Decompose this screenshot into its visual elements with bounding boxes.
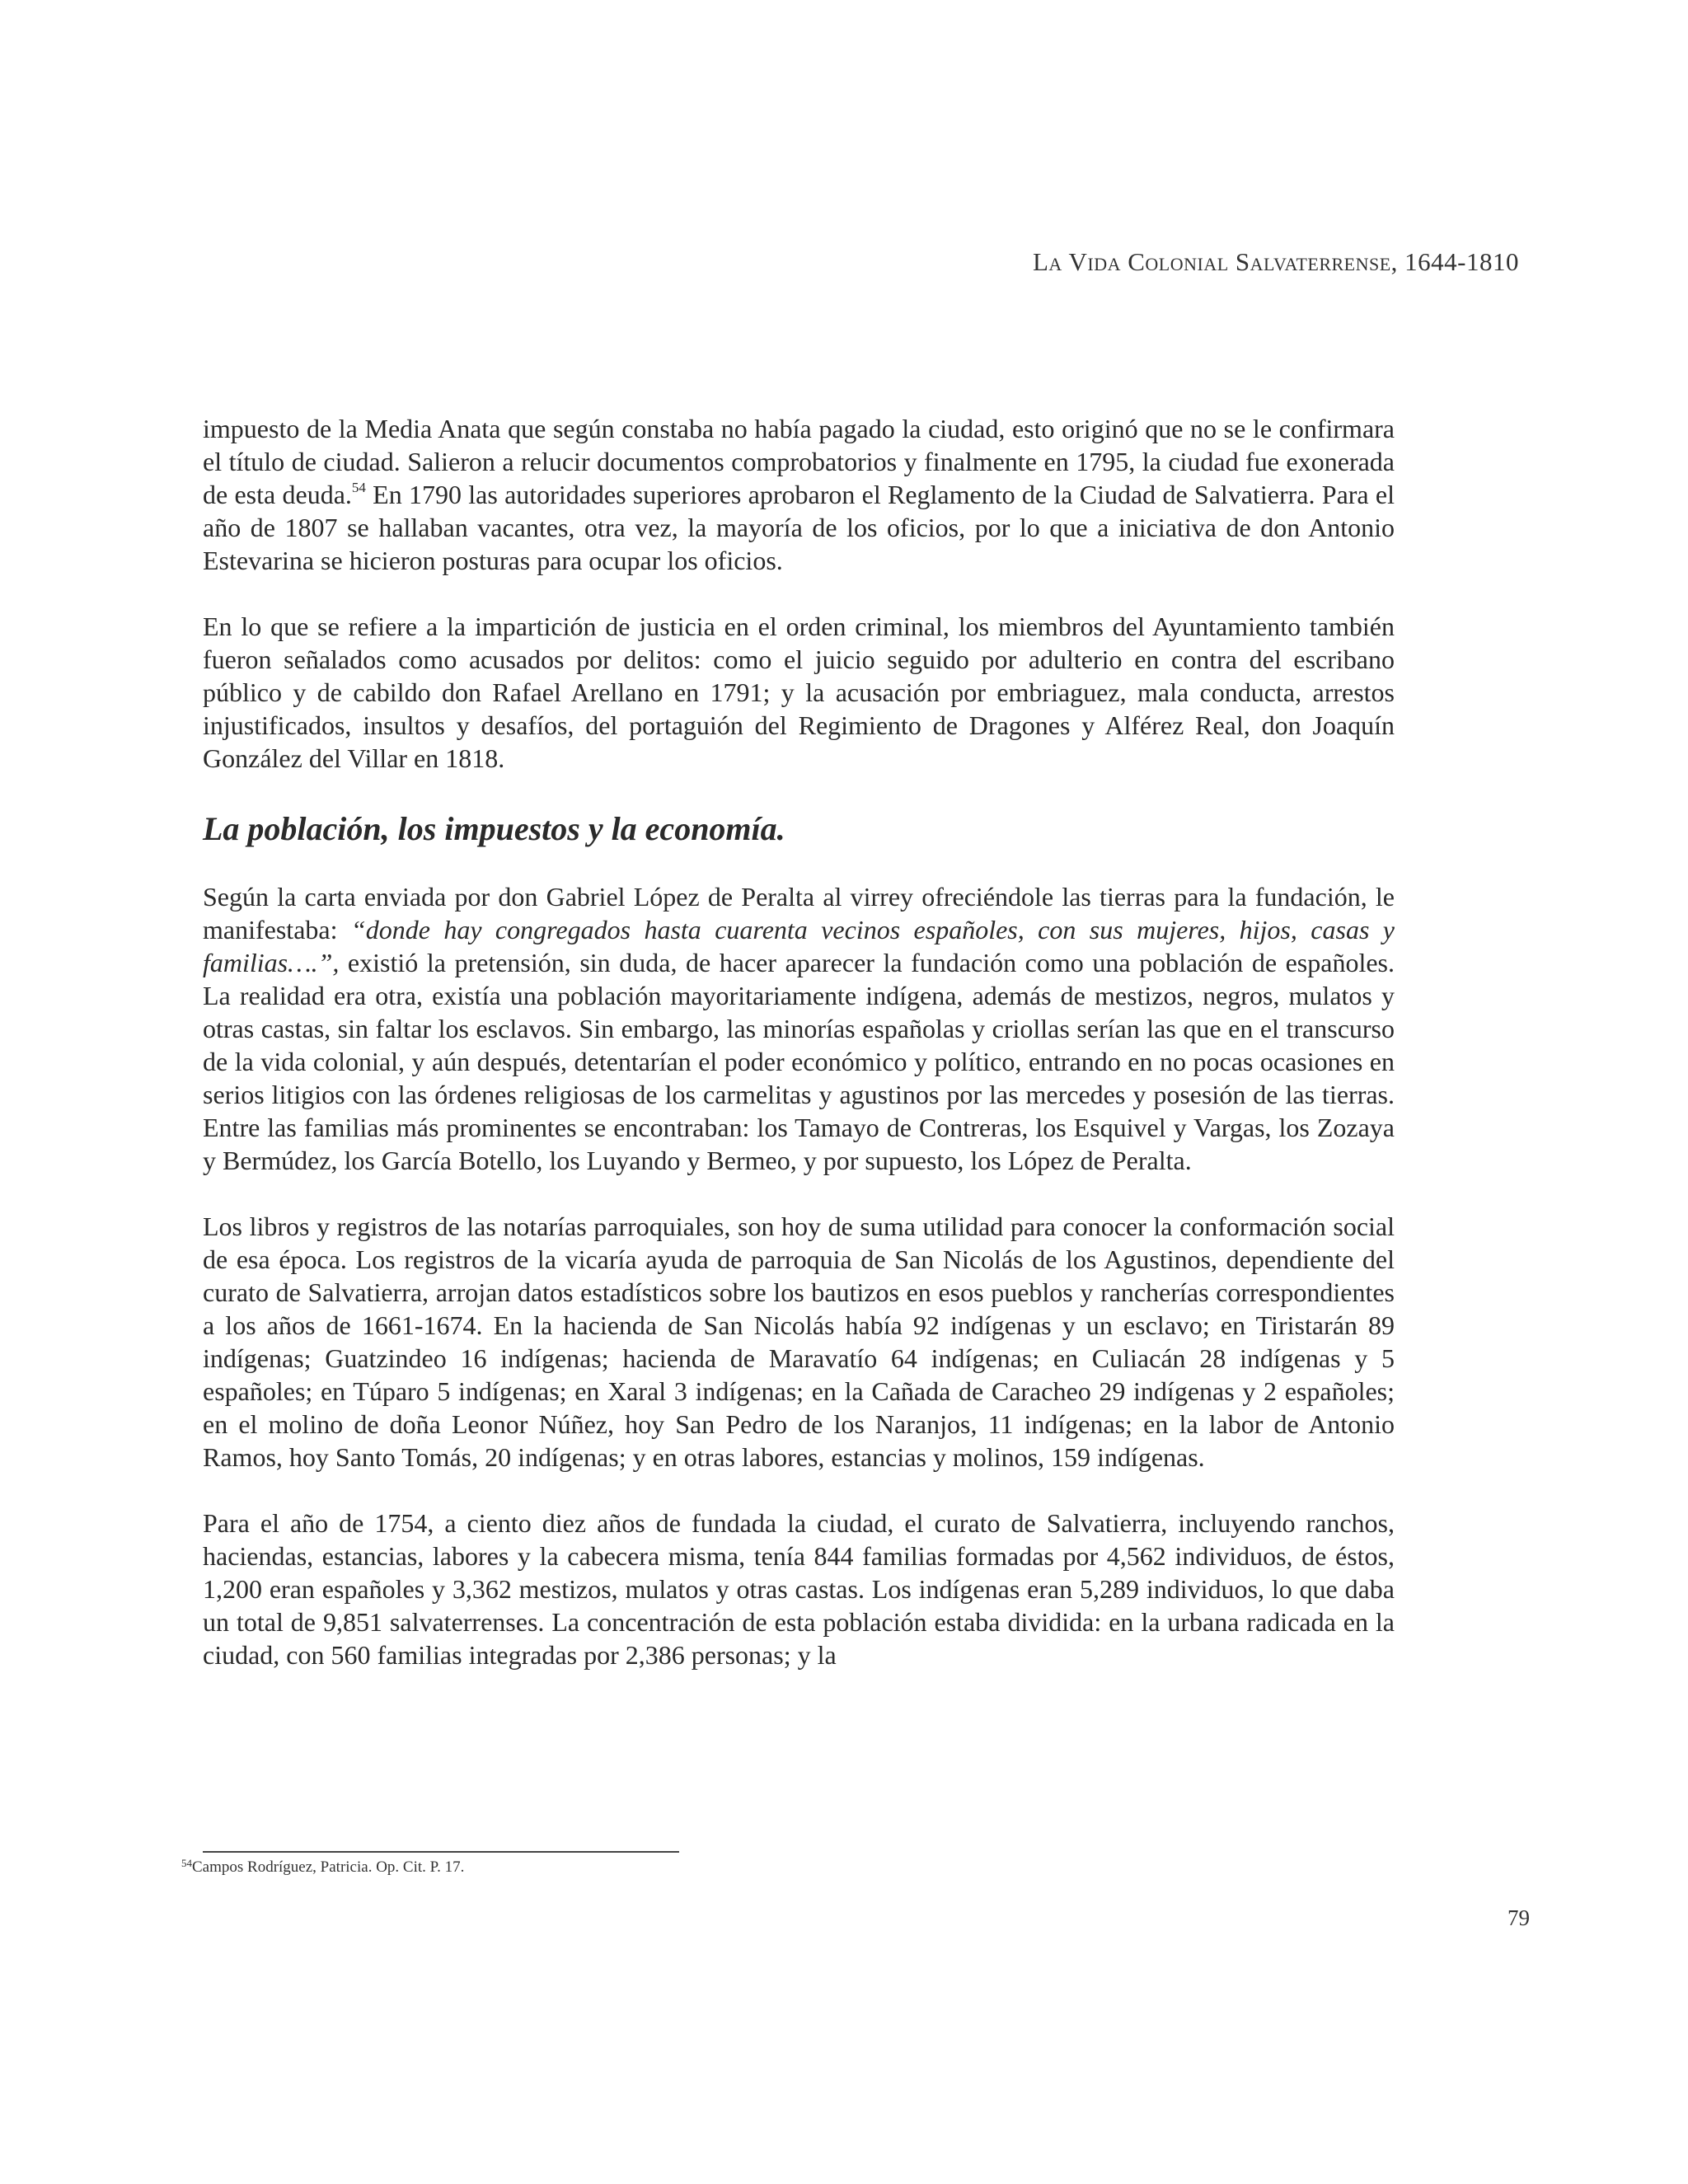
- paragraph-5: Para el año de 1754, a ciento diez años de fundada la ciudad, el curato de Salvatierra, incluyendo ranchos, haciendas, estancias, labores y la cabecera misma, tenía 844 familias formadas por 4,562 individuos, de éstos, 1,200 eran españoles y 3,362 mestizos, mulatos y otras castas. Los indígenas eran 5,289 individuos, lo que daba un total de 9,851 salvaterrenses. La concentración de esta población estaba dividida: en la urbana radicada en la ciudad, con 560 familias integradas por 2,386 personas; y la: [203, 1508, 1395, 1670]
- paragraph-4: Los libros y registros de las notarías parroquiales, son hoy de suma utilidad para conocer la conformación social de esa época. Los registros de la vicaría ayuda de parroquia de San Nicolás de los Agustinos, dependiente del curato de Salvatierra, arrojan datos estadísticos sobre los bautizos en esos pueblos y rancherías correspondientes a los años de 1661-1674. En la hacienda de San Nicolás había 92 indígenas y un esclavo; en Tiristarán 89 indígenas; Guatzindeo 16 indígenas; hacienda de Maravatío 64 indígenas; en Culiacán 28 indígenas y 5 españoles; en Túparo 5 indígenas; en Xaral 3 indígenas; en la Cañada de Caracheo 29 indígenas y 2 españoles; en el molino de doña Leonor Núñez, hoy San Pedro de los Naranjos, 11 indígenas; en la labor de Antonio Ramos, hoy Santo Tomás, 20 indígenas; y en otras labores, estancias y molinos, 159 indígenas.: [203, 1212, 1395, 1472]
- paragraph-1-part-a: impuesto de la Media Anata que según constaba no había pagado la ciudad, esto originó que no se le confirmara el título de ciudad. Salieron a relucir documentos comprobatorios y finalmente en 1795, la ciudad fue exonerada de esta deuda.: [203, 414, 1395, 509]
- paragraph-1: [203, 412, 1395, 577]
- section-heading: La población, los impuestos y la economía.: [203, 810, 785, 847]
- footnote-number: 54: [181, 1857, 192, 1869]
- quotation: “donde hay congregados hasta cuarenta vecinos españoles, con sus mujeres, hijos, casas y familias….”,: [203, 915, 1395, 977]
- body-text: [203, 412, 1395, 1704]
- paragraph-3-part-b: existió la pretensión, sin duda, de hacer aparecer la fundación como una población de españoles. La realidad era otra, existía una población mayoritariamente indígena, además de mestizos, negros, mulatos y otras castas, sin faltar los esclavos. Sin embargo, las minorías españolas y criollas serían las que en el transcurso de la vida colonial, y aún después, detentarían el poder económico y político, entrando en no pocas ocasiones en serios litigios con las órdenes religiosas de los carmelitas y agustinos por las mercedes y posesión de las tierras. Entre las familias más prominentes se encontraban: los Tamayo de Contreras, los Esquivel y Vargas, los Zozaya y Bermúdez, los García Botello, los Luyando y Bermeo, y por supuesto, los López de Peralta.: [203, 948, 1395, 1175]
- paragraph-3: [203, 880, 1395, 1177]
- paragraph-1-part-b: En 1790 las autoridades superiores aprobaron el Reglamento de la Ciudad de Salvatierra. Para el año de 1807 se hallaban vacantes, otra vez, la mayoría de los oficios, por lo que a iniciativa de don Antonio Estevarina se hicieron posturas para ocupar los oficios.: [203, 480, 1395, 575]
- footnote: [181, 1858, 464, 1877]
- footnote-text: Campos Rodríguez, Patricia. Op. Cit. P. 17.: [192, 1858, 465, 1876]
- running-header: La Vida Colonial Salvaterrense, 1644-1810: [1032, 247, 1519, 276]
- paragraph-3-part-a: Según la carta enviada por don Gabriel López de Peralta al virrey ofreciéndole las tierras para la fundación, le manifestaba:: [203, 882, 1395, 944]
- footnote-reference[interactable]: 54: [351, 480, 366, 495]
- page-number: 79: [1507, 1905, 1530, 1930]
- paragraph-2: En lo que se refiere a la impartición de justicia en el orden criminal, los miembros del Ayuntamiento también fueron señalados como acusados por delitos: como el juicio seguido por adulterio en contra del escribano público y de cabildo don Rafael Arellano en 1791; y la acusación por embriaguez, mala conducta, arrestos injustificados, insultos y desafíos, del portaguión del Regimiento de Dragones y Alférez Real, don Joaquín González del Villar en 1818.: [203, 612, 1395, 773]
- footnote-divider: [203, 1851, 679, 1853]
